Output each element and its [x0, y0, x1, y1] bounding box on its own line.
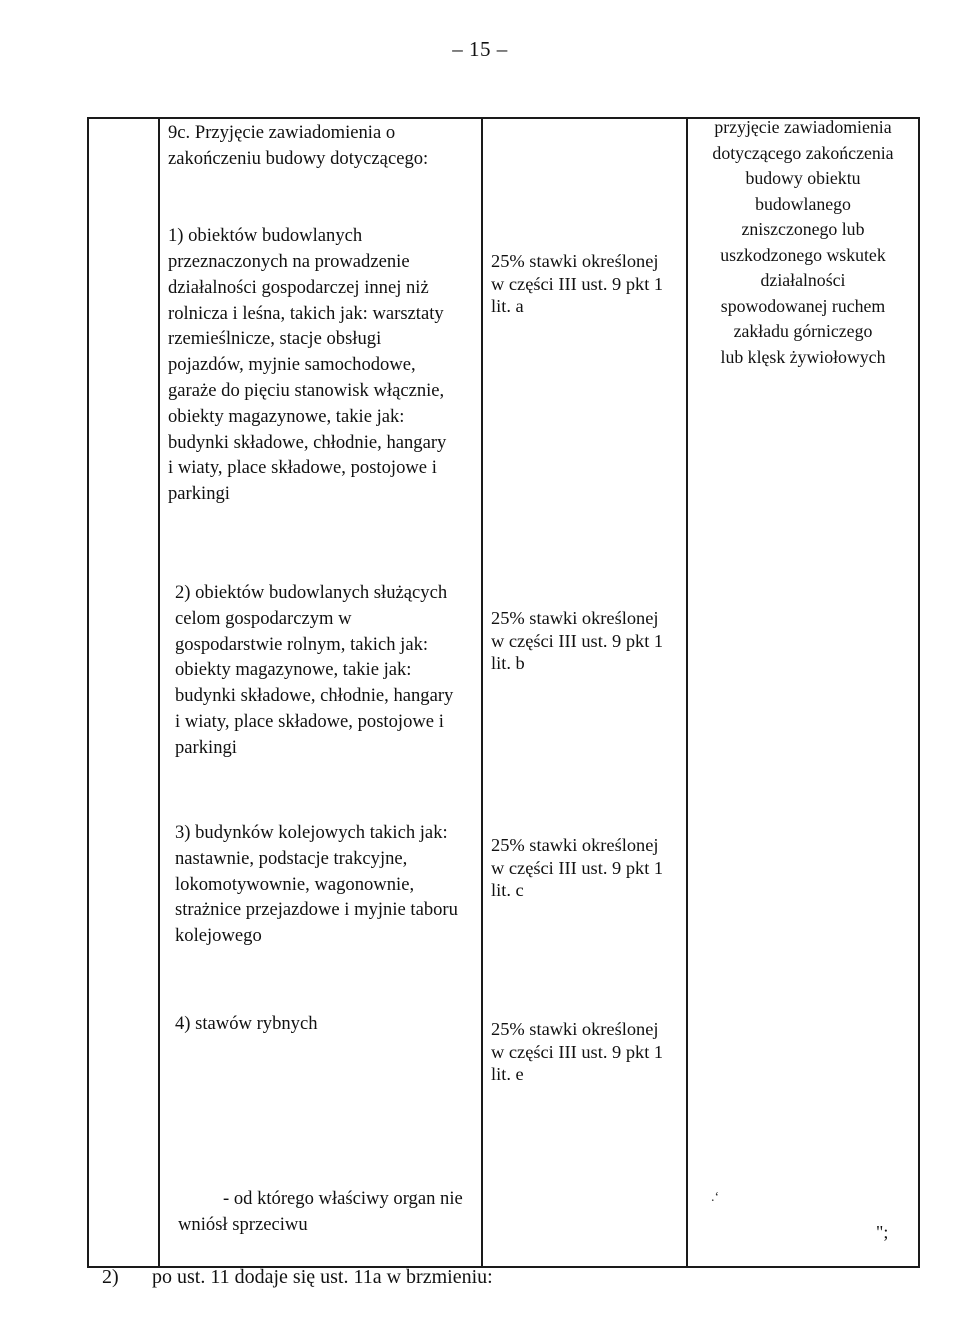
text-line: 4) stawów rybnych	[175, 1013, 318, 1034]
row-1-description	[168, 120, 446, 507]
row-5-description	[178, 1186, 463, 1238]
text-line: strażnice przejazdowe i myjnie taboru	[175, 899, 458, 921]
row-1-note	[692, 115, 914, 370]
text-line: budynki składowe, chłodnie, hangary	[168, 431, 447, 453]
text-line: rzemieślnicze, stacje obsługi	[168, 328, 382, 350]
text-line: 25% stawki określonej	[491, 608, 659, 628]
text-line: obiekty magazynowe, takie jak:	[168, 405, 405, 427]
text-line: zniszczonego lub	[741, 219, 865, 239]
text-line: w części III ust. 9 pkt 1	[491, 273, 664, 294]
page-number: – 15 –	[452, 37, 508, 61]
text-line: lub klęsk żywiołowych	[720, 346, 886, 367]
text-line: celom gospodarczym w	[175, 607, 352, 629]
text-line: 25% stawki określonej	[491, 1019, 659, 1039]
column-divider-3	[686, 117, 688, 1267]
text-line: uszkodzonego wskutek	[720, 244, 886, 265]
text-line: nastawnie, podstacje trakcyjne,	[175, 847, 408, 869]
text-line: 2) obiektów budowlanych służących	[175, 582, 448, 603]
text-line: pojazdów, myjnie samochodowe,	[168, 354, 416, 376]
text-line: w części III ust. 9 pkt 1	[491, 857, 664, 878]
blank-line	[168, 197, 446, 223]
text-line: lokomotywownie, wagonownie,	[175, 873, 415, 895]
text-line: przyjęcie zawiadomienia	[714, 117, 892, 137]
text-line: lit. c	[491, 880, 524, 900]
text-line: budowy obiektu	[745, 168, 861, 188]
column-divider-1	[158, 117, 160, 1267]
column-divider-2	[481, 117, 483, 1267]
text-line: - od którego właściwy organ nie	[223, 1188, 463, 1209]
text-line: rolnicza i leśna, takich jak: warsztaty	[168, 302, 444, 324]
row-3-rate	[491, 834, 663, 902]
text-line: garaże do pięciu stanowisk włącznie,	[168, 379, 445, 401]
text-line: zakończeniu budowy dotyczącego:	[168, 147, 429, 169]
text-line: lit. e	[491, 1064, 524, 1084]
text-line: wniósł sprzeciwu	[178, 1213, 308, 1235]
text-line: 3) budynków kolejowych takich jak:	[175, 822, 448, 843]
text-line: obiekty magazynowe, takie jak:	[175, 659, 412, 681]
row-1-rate	[491, 250, 663, 318]
table-left-border	[87, 117, 89, 1267]
text-line: parkingi	[168, 483, 230, 505]
text-line: spowodowanej ruchem	[720, 295, 886, 316]
text-line: 1) obiektów budowlanych	[168, 225, 363, 247]
text-line: 9c. Przyjęcie zawiadomienia o	[168, 122, 396, 143]
text-line: lit. b	[491, 653, 525, 673]
text-line: kolejowego	[175, 925, 262, 947]
row-2-description	[175, 580, 453, 761]
text-line: dotyczącego zakończenia	[712, 142, 894, 163]
closing-quote: ";	[876, 1222, 889, 1242]
text-line: w części III ust. 9 pkt 1	[491, 1041, 664, 1062]
stray-mark: .‘	[711, 1190, 720, 1205]
text-line: działalności gospodarczej innej niż	[168, 276, 429, 298]
row-2-rate	[491, 607, 663, 675]
amendment-text: po ust. 11 dodaje się ust. 11a w brzmieniu:	[152, 1266, 493, 1288]
blank-line	[168, 172, 446, 198]
text-line: budynki składowe, chłodnie, hangary	[175, 685, 454, 707]
row-4-description	[175, 1011, 318, 1037]
text-line: 25% stawki określonej	[491, 251, 659, 271]
table-right-border	[918, 117, 920, 1267]
text-line: lit. a	[491, 296, 524, 316]
text-line: gospodarstwie rolnym, takich jak:	[175, 633, 429, 655]
row-4-rate	[491, 1018, 663, 1086]
text-line: parkingi	[175, 736, 237, 758]
text-line: zakładu górniczego	[733, 321, 873, 341]
amendment-number: 2)	[102, 1266, 119, 1288]
text-line: i wiaty, place składowe, postojowe i	[175, 710, 444, 732]
text-line: w części III ust. 9 pkt 1	[491, 630, 664, 651]
text-line: przeznaczonych na prowadzenie	[168, 250, 410, 272]
text-line: 25% stawki określonej	[491, 835, 659, 855]
text-line: budowlanego	[755, 193, 851, 214]
row-3-description	[175, 820, 458, 949]
text-line: i wiaty, place składowe, postojowe i	[168, 457, 437, 479]
text-line: działalności	[760, 270, 846, 290]
